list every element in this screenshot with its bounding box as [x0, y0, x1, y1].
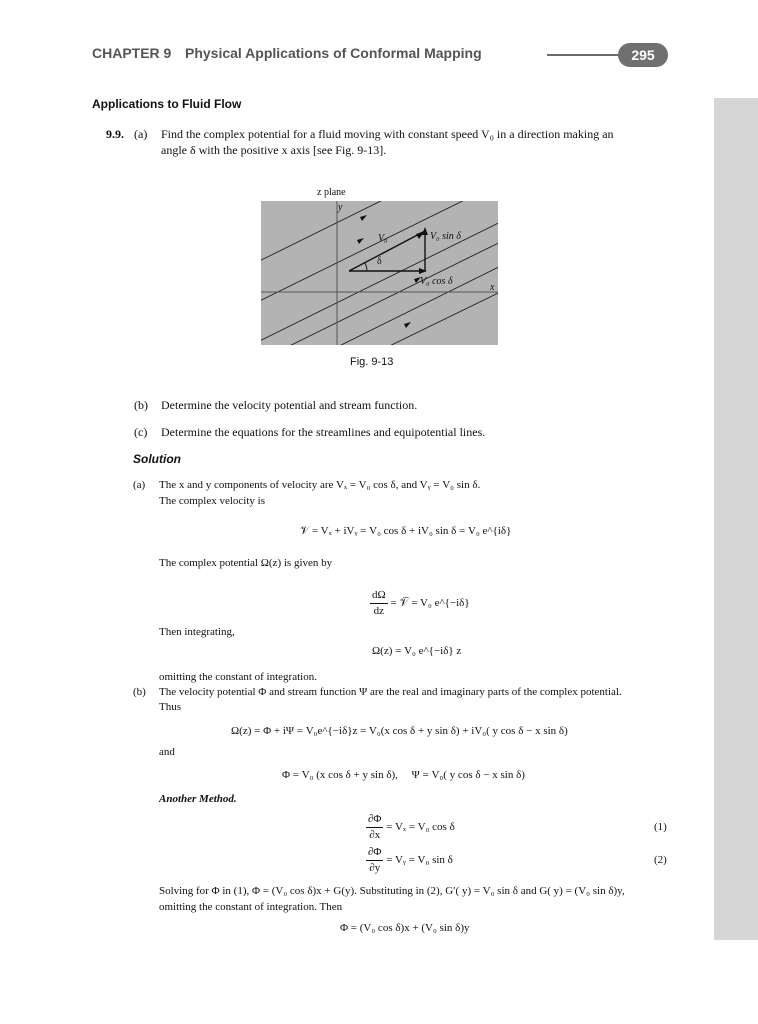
- part-b-label: (b): [134, 398, 148, 412]
- complex-potential-text: The complex potential Ω(z) is given by: [159, 557, 333, 569]
- figure-delta-label: δ: [377, 256, 382, 267]
- solving-line1: Solving for Φ in (1), Φ = (V₀ cos δ)x + G(y). Substituting in (2), G′( y) = V₀ sin δ and G( y) = (V₀ sin δ)y,: [159, 885, 625, 897]
- eq6-numerator: ∂Φ: [366, 812, 383, 828]
- sol-a-label: (a): [133, 479, 146, 491]
- section-title: Applications to Fluid Flow: [92, 97, 242, 111]
- eq7-rhs: = Vᵧ = V₀ sin δ: [386, 854, 453, 867]
- equation-derivative: [370, 588, 470, 619]
- figure-y-label: y: [338, 202, 343, 213]
- sol-b-line1: The velocity potential Φ and stream function Ψ are the real and imaginary parts of the complex potential.: [159, 686, 622, 698]
- equation-final: Φ = (V₀ cos δ)x + (V₀ sin δ)y: [340, 922, 470, 934]
- eq2-denominator: dz: [373, 605, 385, 617]
- chapter-label: CHAPTER 9: [92, 45, 172, 61]
- figure-x-label: x: [490, 282, 495, 293]
- eq7-numerator: ∂Φ: [366, 845, 383, 861]
- sol-b-label: (b): [133, 686, 146, 698]
- part-b-text: Determine the velocity potential and stream function.: [161, 398, 418, 412]
- part-a-label: (a): [134, 127, 148, 141]
- chapter-title: Physical Applications of Conformal Mapping: [185, 45, 482, 61]
- integrating-text: Then integrating,: [159, 626, 235, 638]
- part-c-label: (c): [134, 425, 148, 439]
- and-text: and: [159, 746, 175, 758]
- eq2-rhs: = 𝒱̅ = V₀ e^{−iδ}: [390, 597, 470, 610]
- sol-a-line1: The x and y components of velocity are Vₓ = V₀ cos δ, and Vᵧ = V₀ sin δ.: [159, 479, 481, 491]
- figure-caption: Fig. 9-13: [350, 356, 394, 368]
- part-a-text-line2: angle δ with the positive x axis [see Fig. 9-13].: [161, 143, 387, 157]
- eq2-numerator: dΩ: [370, 588, 388, 604]
- equation-complex-velocity: 𝒱 = Vₓ + iVᵧ = V₀ cos δ + iV₀ sin δ = V₀ e^{iδ}: [300, 525, 512, 537]
- header-rule: [547, 54, 625, 56]
- part-a-text-line1: Find the complex potential for a fluid moving with constant speed V₀ in a direction making an: [161, 127, 614, 141]
- eq7-denominator: ∂y: [369, 862, 381, 874]
- problem-number: 9.9.: [106, 127, 124, 141]
- omit-text: omitting the constant of integration.: [159, 671, 317, 683]
- equation-phi-psi: Φ = V₀ (x cos δ + y sin δ), Ψ = V₀( y cos δ − x sin δ): [282, 769, 525, 781]
- equation-omega-expanded: Ω(z) = Φ + iΨ = V₀e^{−iδ}z = V₀(x cos δ + y sin δ) + iV₀( y cos δ − x sin δ): [231, 725, 568, 737]
- side-tab: [714, 98, 758, 940]
- eq6-denominator: ∂x: [369, 829, 381, 841]
- sol-b-line2: Thus: [159, 701, 181, 713]
- solution-heading: Solution: [133, 452, 181, 466]
- another-method: Another Method.: [159, 793, 237, 805]
- equation-2: [366, 845, 453, 876]
- figure-vcos-label: V₀ cos δ: [420, 276, 453, 287]
- figure-v0-label: V₀: [378, 233, 388, 244]
- figure-background: [261, 201, 498, 345]
- equation-2-tag: (2): [654, 854, 667, 866]
- figure-9-13: [261, 201, 498, 345]
- sol-a-line2: The complex velocity is: [159, 495, 265, 507]
- equation-complex-potential: Ω(z) = V₀ e^{−iδ} z: [372, 645, 462, 657]
- figure-vsin-label: V₀ sin δ: [430, 231, 461, 242]
- figure-plane-label: z plane: [317, 187, 346, 198]
- eq6-rhs: = Vₓ = V₀ cos δ: [386, 821, 455, 834]
- part-c-text: Determine the equations for the streamlines and equipotential lines.: [161, 425, 486, 439]
- page-number: 295: [618, 43, 668, 67]
- equation-1-tag: (1): [654, 821, 667, 833]
- equation-1: [366, 812, 455, 843]
- solving-line2: omitting the constant of integration. Then: [159, 901, 343, 913]
